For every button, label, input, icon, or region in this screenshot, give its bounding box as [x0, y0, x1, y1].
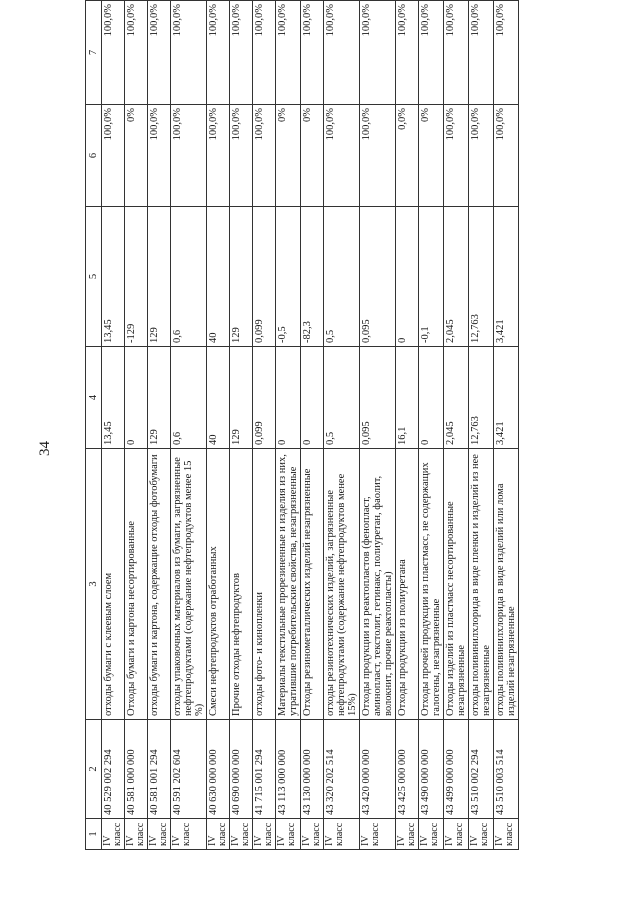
value-col5-cell: 3,421 — [494, 207, 519, 347]
value-col7-cell: 100,0% — [207, 1, 230, 105]
value-col5-cell: 40 — [207, 207, 230, 347]
waste-name-cell: Отходы бумаги и картона несортированные — [125, 449, 148, 720]
value-col6-cell: 100,0% — [102, 105, 125, 207]
header-row — [86, 1, 102, 850]
waste-code-cell: 43 490 000 000 — [419, 720, 444, 819]
waste-name-cell: отходы упаковочных материалов из бумаги, загрязненные нефтепродуктами (содержание нефтепродуктов менее 15 %) — [171, 449, 207, 720]
table-row — [360, 1, 396, 850]
value-col6-cell: 0,0% — [396, 105, 419, 207]
value-col7-cell: 100,0% — [276, 1, 301, 105]
value-col4-cell: 0,6 — [171, 347, 207, 449]
hazard-class-cell: IV класс — [253, 819, 276, 850]
hazard-class-cell: IV класс — [324, 819, 360, 850]
hazard-class-cell: IV класс — [301, 819, 324, 850]
value-col6-cell: 100,0% — [324, 105, 360, 207]
value-col6-cell: 100,0% — [207, 105, 230, 207]
waste-name-cell: Отходы продукции из полиуретана — [396, 449, 419, 720]
hazard-class-cell: IV класс — [276, 819, 301, 850]
hazard-class-cell: IV класс — [396, 819, 419, 850]
value-col6-cell: 100,0% — [494, 105, 519, 207]
hazard-class-cell: IV класс — [207, 819, 230, 850]
page-number: 34 — [37, 441, 53, 456]
waste-name-cell: отходы бумаги с клеевым слоем — [102, 449, 125, 720]
value-col6-cell: 100,0% — [444, 105, 469, 207]
table-row — [148, 1, 171, 850]
value-col7-cell: 100,0% — [171, 1, 207, 105]
hazard-class-cell: IV класс — [125, 819, 148, 850]
value-col7-cell: 100,0% — [324, 1, 360, 105]
value-col7-cell: 100,0% — [102, 1, 125, 105]
header-col-2: 2 — [86, 720, 102, 819]
value-col6-cell: 100,0% — [469, 105, 494, 207]
value-col6-cell: 100,0% — [148, 105, 171, 207]
waste-code-cell: 41 715 001 294 — [253, 720, 276, 819]
table-row — [230, 1, 253, 850]
value-col7-cell: 100,0% — [494, 1, 519, 105]
value-col6-cell: 0% — [276, 105, 301, 207]
header-col-5: 5 — [86, 207, 102, 347]
table-row — [207, 1, 230, 850]
value-col5-cell: 2,045 — [444, 207, 469, 347]
waste-code-cell: 40 690 000 000 — [230, 720, 253, 819]
waste-code-cell: 40 630 000 000 — [207, 720, 230, 819]
header-col-4: 4 — [86, 347, 102, 449]
waste-code-cell: 43 420 000 000 — [360, 720, 396, 819]
value-col5-cell: -129 — [125, 207, 148, 347]
hazard-class-cell: IV класс — [171, 819, 207, 850]
waste-name-cell: отходы бумаги и картона, содержащие отходы фотобумаги — [148, 449, 171, 720]
waste-name-cell: Смеси нефтепродуктов отработанных — [207, 449, 230, 720]
table-row — [396, 1, 419, 850]
waste-name-cell: Прочие отходы нефтепродуктов — [230, 449, 253, 720]
waste-code-cell: 43 510 002 294 — [469, 720, 494, 819]
value-col7-cell: 100,0% — [419, 1, 444, 105]
hazard-class-cell: IV класс — [360, 819, 396, 850]
value-col7-cell: 100,0% — [125, 1, 148, 105]
value-col4-cell: 0 — [301, 347, 324, 449]
value-col7-cell: 100,0% — [148, 1, 171, 105]
value-col5-cell: 0 — [396, 207, 419, 347]
waste-name-cell: отходы фото- и кинопленки — [253, 449, 276, 720]
value-col6-cell: 100,0% — [360, 105, 396, 207]
value-col5-cell: 129 — [148, 207, 171, 347]
waste-code-cell: 43 113 000 000 — [276, 720, 301, 819]
table-row — [324, 1, 360, 850]
table-row — [125, 1, 148, 850]
value-col4-cell: 0 — [276, 347, 301, 449]
table-row — [102, 1, 125, 850]
waste-name-cell: Отходы прочей продукции из пластмасс, не содержащих галогены, незагрязненные — [419, 449, 444, 720]
value-col4-cell: 129 — [230, 347, 253, 449]
value-col7-cell: 100,0% — [396, 1, 419, 105]
table-row — [301, 1, 324, 850]
table-row — [444, 1, 469, 850]
waste-table — [85, 0, 519, 850]
waste-name-cell: Отходы резинометаллических изделий незагрязненные — [301, 449, 324, 720]
header-col-1: 1 — [86, 819, 102, 850]
table-row — [276, 1, 301, 850]
value-col5-cell: 12,763 — [469, 207, 494, 347]
hazard-class-cell: IV класс — [102, 819, 125, 850]
table-row — [494, 1, 519, 850]
table-row — [419, 1, 444, 850]
waste-code-cell: 40 529 002 294 — [102, 720, 125, 819]
value-col4-cell: 3,421 — [494, 347, 519, 449]
value-col6-cell: 100,0% — [171, 105, 207, 207]
value-col4-cell: 40 — [207, 347, 230, 449]
table-row — [469, 1, 494, 850]
hazard-class-cell: IV класс — [148, 819, 171, 850]
value-col4-cell: 0,5 — [324, 347, 360, 449]
value-col4-cell: 0,095 — [360, 347, 396, 449]
value-col6-cell: 100,0% — [230, 105, 253, 207]
value-col6-cell: 0% — [419, 105, 444, 207]
value-col7-cell: 100,0% — [444, 1, 469, 105]
waste-code-cell: 40 581 001 294 — [148, 720, 171, 819]
value-col4-cell: 0 — [419, 347, 444, 449]
value-col5-cell: 129 — [230, 207, 253, 347]
waste-code-cell: 40 581 000 000 — [125, 720, 148, 819]
value-col6-cell: 100,0% — [253, 105, 276, 207]
waste-code-cell: 43 320 202 514 — [324, 720, 360, 819]
value-col5-cell: -82,3 — [301, 207, 324, 347]
value-col4-cell: 16,1 — [396, 347, 419, 449]
value-col7-cell: 100,0% — [230, 1, 253, 105]
value-col5-cell: -0,1 — [419, 207, 444, 347]
rotated-table-container — [85, 4, 535, 850]
hazard-class-cell: IV класс — [419, 819, 444, 850]
value-col5-cell: 0,6 — [171, 207, 207, 347]
waste-code-cell: 43 130 000 000 — [301, 720, 324, 819]
waste-name-cell: Отходы продукции из реактопластов (фенопласт, аминопласт, текстолит, гетинакс, полиуретан, фаолит, волокнит, прочие реактопласты) — [360, 449, 396, 720]
waste-code-cell: 40 591 202 604 — [171, 720, 207, 819]
hazard-class-cell: IV класс — [469, 819, 494, 850]
value-col4-cell: 0 — [125, 347, 148, 449]
value-col4-cell: 129 — [148, 347, 171, 449]
waste-code-cell: 43 499 000 000 — [444, 720, 469, 819]
waste-name-cell: отходы поливинилхлорида в виде пленки и изделий из нее незагрязненные — [469, 449, 494, 720]
waste-name-cell: отходы резинотехнических изделий, загрязненные нефтепродуктами (содержание нефтепродуктов менее 15%) — [324, 449, 360, 720]
waste-name-cell: отходы поливинилхлорида в виде изделий или лома изделий незагрязненные — [494, 449, 519, 720]
header-col-7: 7 — [86, 1, 102, 105]
hazard-class-cell: IV класс — [230, 819, 253, 850]
hazard-class-cell: IV класс — [444, 819, 469, 850]
value-col7-cell: 100,0% — [301, 1, 324, 105]
value-col6-cell: 0% — [301, 105, 324, 207]
waste-name-cell: Материалы текстильные прорезиненные и изделия из них, утратившие потребительские свойства, незагрязненные — [276, 449, 301, 720]
value-col5-cell: 13,45 — [102, 207, 125, 347]
table-row — [171, 1, 207, 850]
value-col7-cell: 100,0% — [469, 1, 494, 105]
value-col5-cell: 0,099 — [253, 207, 276, 347]
value-col4-cell: 0,099 — [253, 347, 276, 449]
value-col4-cell: 12,763 — [469, 347, 494, 449]
waste-name-cell: Отходы изделий из пластмасс несортированные незагрязненные — [444, 449, 469, 720]
value-col7-cell: 100,0% — [253, 1, 276, 105]
table-row — [253, 1, 276, 850]
waste-code-cell: 43 425 000 000 — [396, 720, 419, 819]
value-col4-cell: 13,45 — [102, 347, 125, 449]
value-col5-cell: 0,095 — [360, 207, 396, 347]
hazard-class-cell: IV класс — [494, 819, 519, 850]
value-col4-cell: 2,045 — [444, 347, 469, 449]
value-col5-cell: -0,5 — [276, 207, 301, 347]
waste-code-cell: 43 510 003 514 — [494, 720, 519, 819]
header-col-6: 6 — [86, 105, 102, 207]
value-col6-cell: 0% — [125, 105, 148, 207]
header-col-3: 3 — [86, 449, 102, 720]
value-col7-cell: 100,0% — [360, 1, 396, 105]
value-col5-cell: 0,5 — [324, 207, 360, 347]
